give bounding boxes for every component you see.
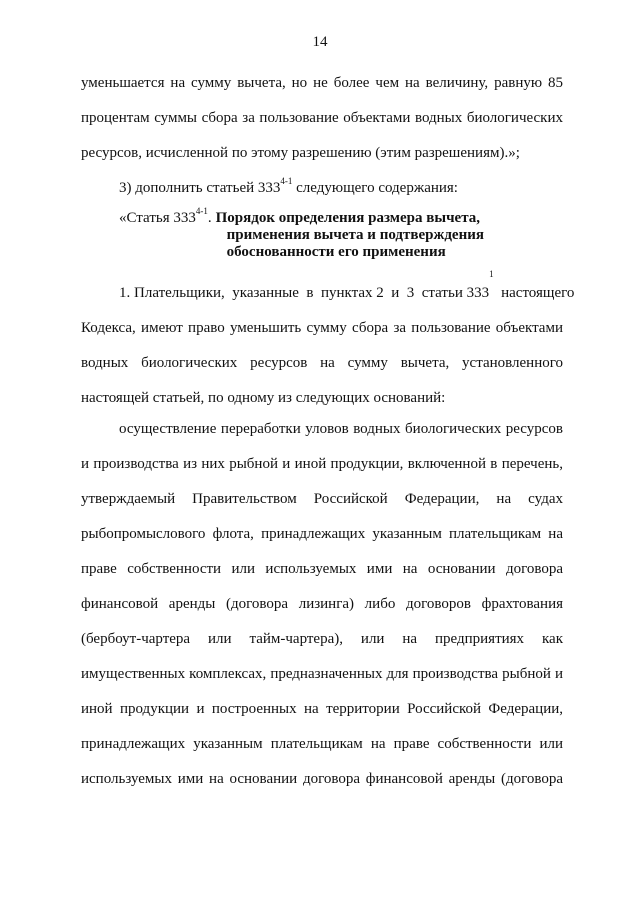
paragraph-1-superscript: 1 [489,269,494,279]
text-line: принадлежащих указанным плательщикам на праве собственности или [81,736,563,752]
text-line: используемых ими на основании договора финансовой аренды (договора [81,771,563,787]
paragraph-1-first-before: 1. Плательщики, указанные в пунктах 2 и 3 статьи 333 [119,285,490,301]
item-3-text-after: следующего содержания: [292,180,458,196]
text-line: Кодекса, имеют право уменьшить сумму сбора за пользование объектами [81,320,563,336]
text-line: финансовой аренды (договора лизинга) либо договоров фрахтования [81,596,563,612]
text-line: утверждаемый Правительством Российской Федерации, на судах [81,491,563,507]
article-title-line: применения вычета и подтверждения [226,227,484,243]
article-prefix-text: «Статья 333 [119,210,196,226]
text-line [81,171,563,206]
text-line: водных биологических ресурсов на сумму вычета, установленного [81,355,563,371]
text-line: (бербоут-чартера или тайм-чартера), или на предприятиях как [81,631,563,647]
paragraph-1 [81,269,575,416]
paragraph-2 [81,412,563,797]
page-number: 14 [312,34,328,50]
paragraph-1-first-after: настоящего [493,285,575,301]
text-line: рыбопромыслового флота, принадлежащих указанным плательщикам на [81,526,563,542]
text-line: и производства из них рыбной и иной продукции, включенной в перечень, [81,456,563,472]
article-heading [119,208,484,261]
text-line: праве собственности или используемых ими на основании договора [81,561,563,577]
continuation-paragraph [81,66,563,171]
text-line: иной продукции и построенных на территории Российской Федерации, [81,701,563,717]
article-title-line: обоснованности его применения [226,244,446,260]
text-line: ресурсов, исчисленной по этому разрешению (этим разрешениям).»; [81,145,520,161]
item-3-superscript: 4-1 [280,176,293,186]
text-line: процентам суммы сбора за пользование объектами водных биологических [81,110,563,126]
article-title [216,208,484,261]
text-line: осуществление переработки уловов водных биологических ресурсов [119,421,563,437]
article-title-line: Порядок определения размера вычета, [215,210,480,226]
text-line: имущественных комплексах, предназначенных для производства рыбной и [81,666,563,682]
text-line: уменьшается на сумму вычета, но не более чем на величину, равную 85 [81,75,563,91]
text-line: настоящей статьей, по одному из следующих оснований: [81,390,446,406]
article-prefix-superscript: 4-1 [195,206,208,216]
article-prefix-dot: . [207,210,212,226]
article-prefix [119,208,212,261]
item-3-text-before: 3) дополнить статьей 333 [119,180,281,196]
text-line [81,269,575,311]
item-3-paragraph [81,171,563,206]
